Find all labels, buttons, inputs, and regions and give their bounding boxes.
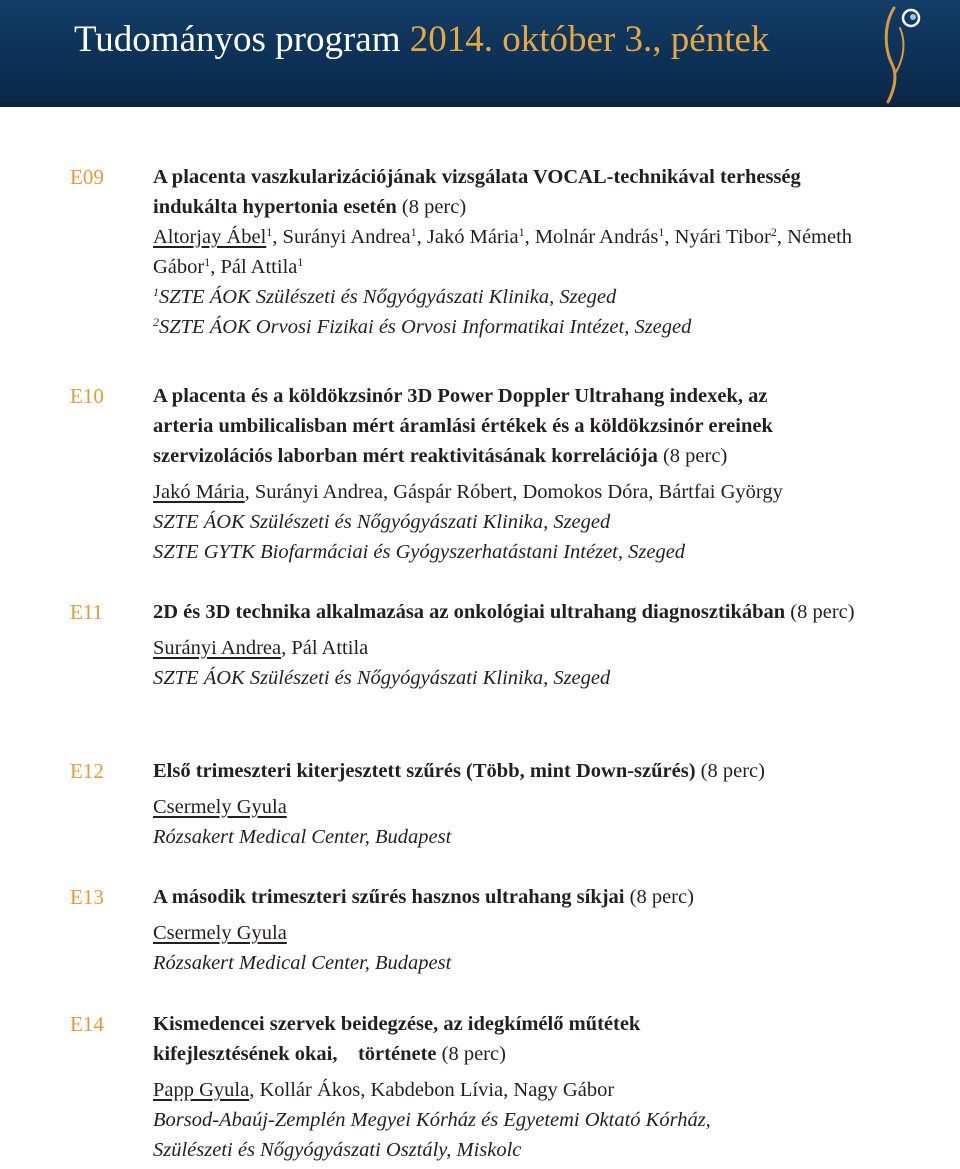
entry-duration: (8 perc): [662, 445, 728, 467]
entry-affiliation: $^1$SZTE ÁOK Szülészeti és Nőgyógyászati Klinika, Szeged: [153, 285, 617, 308]
entry-title: szervizolációs laborban mért reaktivitásának korrelációja (8 perc): [153, 445, 728, 467]
foundation-logo-icon: [880, 2, 928, 106]
entry-duration: (8 perc): [700, 760, 765, 782]
entry-duration: (8 perc): [441, 1043, 506, 1065]
entry-affiliation: SZTE GYTK Biofarmáciai és Gyógyszerhatástani Intézet, Szeged: [153, 541, 686, 563]
presenter-name: Csermely Gyula: [153, 922, 287, 944]
presenter-name: Jakó Mária: [153, 481, 245, 503]
entry-affiliation: Rózsakert Medical Center, Budapest: [153, 952, 452, 974]
entry-affiliation: SZTE ÁOK Szülészeti és Nőgyógyászati Klinika, Szeged: [153, 511, 611, 533]
entry-code: E14: [70, 1012, 104, 1036]
entry-affiliation: Szülészeti és Nőgyógyászati Osztály, Miskolc: [153, 1139, 522, 1161]
entry-authors: Jakó Mária, Surányi Andrea, Gáspár Róbert, Domokos Dóra, Bártfai György: [153, 481, 783, 503]
entry-authors: [153, 792, 861, 822]
presenter-name: Papp Gyula: [153, 1079, 250, 1101]
entry-title: A placenta vaszkularizációjának vizsgálata VOCAL-technikával terhesség indukálta hypertonia esetén (8 perc): [153, 166, 801, 218]
entry-authors: Altorjay Ábel$^1$, Surányi Andrea$^1$, Jakó Mária$^1$, Molnár András$^1$, Nyári Tibor$^2$, Németh Gábor$^1$, Pál Attila$^1$: [153, 225, 853, 278]
entry-code: E11: [70, 600, 104, 624]
title-date: 2014. október 3.: [409, 19, 653, 60]
entry-title: Első trimeszteri kiterjesztett szűrés (Több, mint Down-szűrés) (8 perc): [153, 760, 765, 782]
entry-code: E10: [70, 384, 104, 408]
entry-affiliation: SZTE ÁOK Szülészeti és Nőgyógyászati Klinika, Szeged: [153, 667, 611, 689]
page-header: [0, 0, 960, 107]
entry-authors: Surányi Andrea, Pál Attila: [153, 637, 369, 659]
entry-title: A második trimeszteri szűrés hasznos ultrahang síkjai (8 perc): [153, 886, 694, 908]
entry-authors: [153, 918, 861, 948]
title-suffix: , péntek: [652, 19, 770, 60]
presenter-name: Csermely Gyula: [153, 796, 287, 818]
page-title: [74, 16, 769, 64]
entry-code: E12: [70, 759, 104, 783]
entry-code: E13: [70, 885, 104, 909]
entry-authors: Papp Gyula, Kollár Ákos, Kabdebon Lívia, Nagy Gábor: [153, 1079, 615, 1101]
entry-affiliation: Rózsakert Medical Center, Budapest: [153, 826, 452, 848]
presenter-name: Altorjay Ábel: [153, 226, 267, 248]
entry-duration: (8 perc): [629, 886, 694, 908]
entry-duration: (8 perc): [790, 601, 855, 623]
entry-affiliation: $^2$SZTE ÁOK Orvosi Fizikai és Orvosi Informatikai Intézet, Szeged: [153, 315, 692, 338]
entry-title: 2D és 3D technika alkalmazása az onkológiai ultrahang diagnosztikában (8 perc): [153, 601, 855, 623]
entry-code: E09: [70, 165, 104, 189]
entry-duration: (8 perc): [401, 196, 467, 218]
entry-title: arteria umbilicalisban mért áramlási értékek és a köldökzsinór ereinek: [153, 415, 773, 437]
entry-title: kifejlesztésének okai, története (8 perc): [153, 1043, 506, 1065]
entry-title: A placenta és a köldökzsinór 3D Power Doppler Ultrahang indexek, az: [153, 385, 768, 407]
entry-affiliation: Borsod-Abaúj-Zemplén Megyei Kórház és Egyetemi Oktató Kórház,: [153, 1109, 711, 1131]
entry-title: Kismedencei szervek beidegzése, az idegkímélő műtétek: [153, 1013, 641, 1035]
presenter-name: Surányi Andrea: [153, 637, 282, 659]
title-prefix: Tudományos program: [74, 19, 410, 60]
